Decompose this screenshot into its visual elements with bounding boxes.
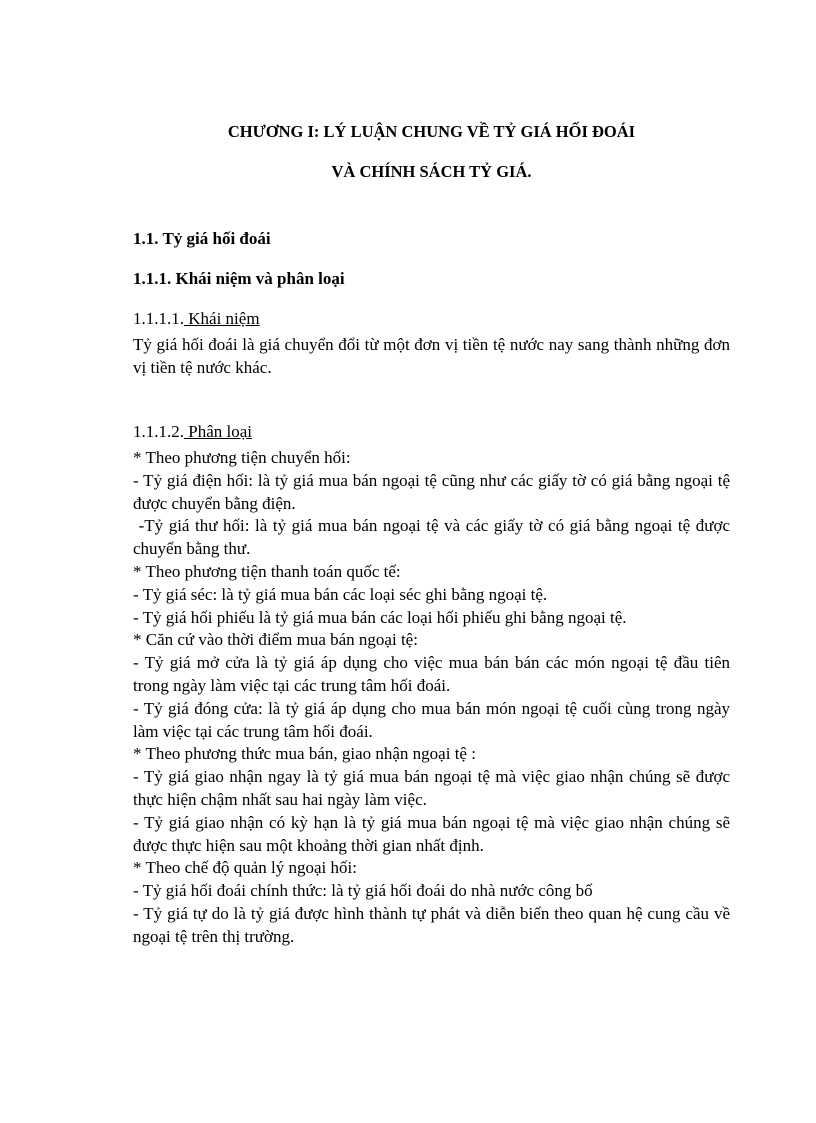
classification-item: * Theo chế độ quản lý ngoại hối: bbox=[133, 858, 357, 878]
subsection-number: 1.1.1.2. bbox=[133, 422, 184, 441]
classification-item: * Theo phương thức mua bán, giao nhận ngoại tệ : bbox=[133, 744, 476, 764]
classification-item: - Tỷ giá giao nhận có kỳ hạn là tỷ giá mua bán ngoại tệ mà việc giao nhận chúng sẽ được thực hiện sau một khoảng thời gian nhất định. bbox=[133, 812, 730, 855]
section-heading-1-1: 1.1. Tỷ giá hối đoái bbox=[133, 229, 271, 248]
classification-item: * Căn cứ vào thời điểm mua bán ngoại tệ: bbox=[133, 630, 418, 650]
subsection-title: Khái niệm bbox=[184, 309, 260, 328]
classification-item: - Tỷ giá mở cửa là tỷ giá áp dụng cho việc mua bán bán các món ngoại tệ đầu tiên trong ngày làm việc tại các trung tâm hối đoái. bbox=[133, 653, 730, 695]
classification-item: - Tỷ giá séc: là tỷ giá mua bán các loại séc ghi bằng ngoại tệ. bbox=[133, 584, 548, 604]
subsection-heading-1-1-1-2 bbox=[133, 422, 252, 442]
definition-text: Tỷ giá hối đoái là giá chuyển đổi từ một đơn vị tiền tệ nước nay sang thành những đơn vị tiền tệ nước khác. bbox=[133, 335, 730, 377]
classification-item: - Tỷ giá hối đoái chính thức: là tỷ giá hối đoái do nhà nước công bố bbox=[133, 881, 593, 901]
classification-item: - Tỷ giá tự do là tỷ giá được hình thành tự phát và diễn biến theo quan hệ cung cầu về ngoại tệ trên thị trường. bbox=[133, 903, 730, 946]
classification-item: * Theo phương tiện chuyển hối: bbox=[133, 448, 351, 467]
definition-paragraph bbox=[133, 334, 730, 380]
classification-list bbox=[133, 447, 735, 949]
classification-item: - Tỷ giá điện hối: là tỷ giá mua bán ngoại tệ cũng như các giấy tờ có giá bằng ngoại tệ được chuyển bằng điện. bbox=[133, 470, 730, 513]
classification-item: * Theo phương tiện thanh toán quốc tế: bbox=[133, 561, 401, 581]
classification-item: - Tỷ giá giao nhận ngay là tỷ giá mua bán ngoại tệ mà việc giao nhận chúng sẽ được thực hiện chậm nhất sau hai ngày làm việc. bbox=[133, 767, 730, 809]
subsection-heading-1-1-1-1 bbox=[133, 309, 260, 329]
subsection-title: Phân loại bbox=[184, 422, 252, 441]
classification-item: - Tỷ giá hối phiếu là tỷ giá mua bán các loại hối phiếu ghi bằng ngoại tệ. bbox=[133, 607, 627, 627]
chapter-title-line-1: CHƯƠNG I: LÝ LUẬN CHUNG VỀ TỶ GIÁ HỐI ĐOÁI bbox=[227, 122, 636, 141]
classification-item: - Tỷ giá đóng cửa: là tỷ giá áp dụng cho mua bán món ngoại tệ cuối cùng trong ngày làm việc tại các trung tâm hối đoái. bbox=[133, 698, 730, 741]
classification-item: -Tỷ giá thư hối: là tỷ giá mua bán ngoại tệ và các giấy tờ có giá bằng ngoại tệ được chuyển bằng thư. bbox=[133, 516, 735, 559]
chapter-title-line-2: VÀ CHÍNH SÁCH TỶ GIÁ. bbox=[331, 162, 532, 181]
subsection-number: 1.1.1.1. bbox=[133, 309, 184, 328]
section-heading-1-1-1: 1.1.1. Khái niệm và phân loại bbox=[133, 269, 345, 288]
